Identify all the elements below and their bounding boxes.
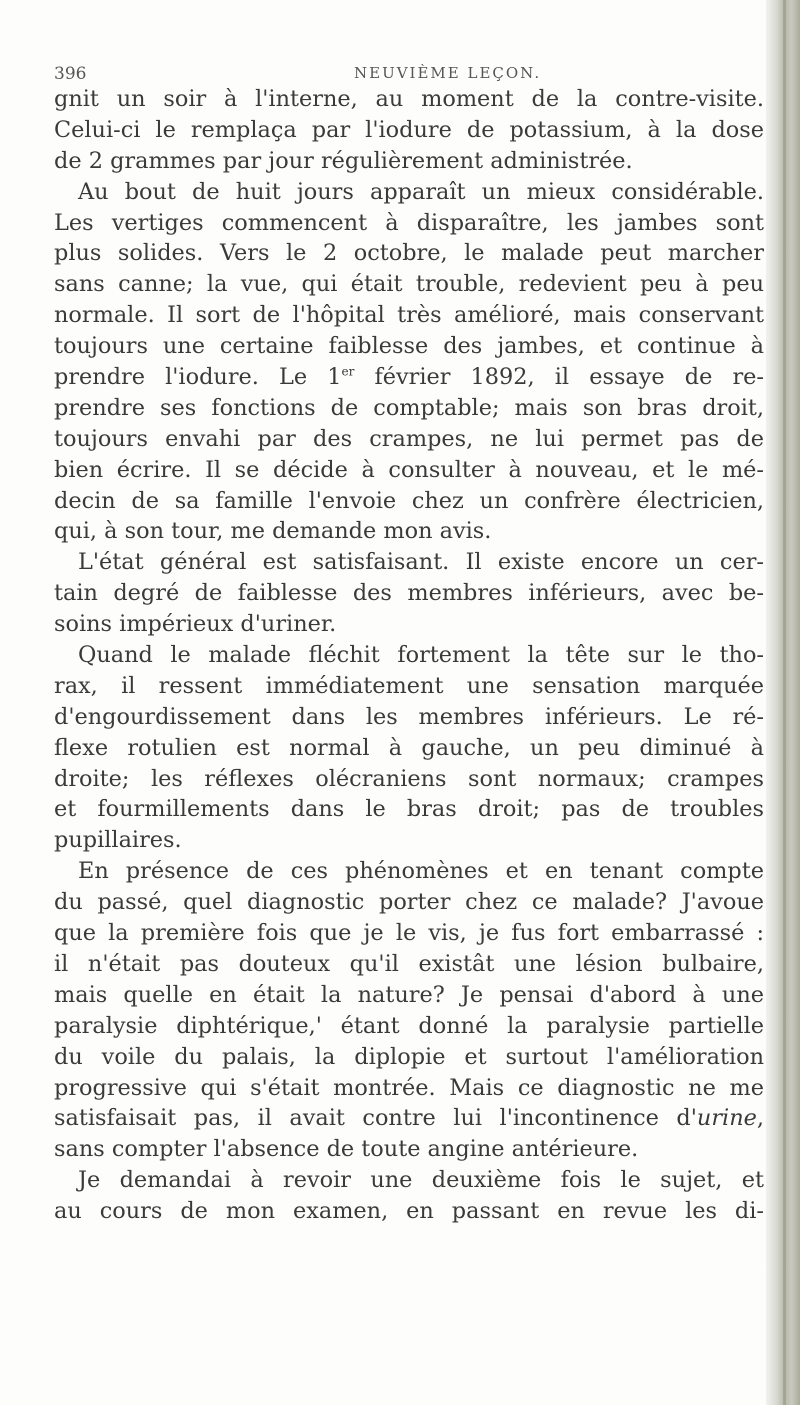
text-line: rax, il ressent immédiatement une sensation marquée: [54, 672, 764, 699]
text-line: L'état général est satisfaisant. Il existe encore un cer-: [78, 549, 764, 576]
running-title: NEUVIÈME LEÇON.: [354, 64, 542, 82]
text-line: sans compter l'absence de toute angine antérieure.: [54, 1136, 639, 1163]
text-line: soins impérieux d'uriner.: [54, 611, 337, 638]
text-line: toujours une certaine faiblesse des jambes, et continue à: [54, 333, 764, 360]
text-line: que la première fois que je le vis, je fus fort embarrassé :: [54, 920, 764, 947]
text-line: au cours de mon examen, en passant en revue les di-: [54, 1198, 764, 1225]
text-line-part: prendre l'iodure. Le 1: [54, 364, 342, 391]
text-line-part: satisfaisait pas, il avait contre lui l'incontinence d': [54, 1105, 697, 1132]
text-line-part: février 1892, il essaye de re-: [354, 364, 765, 391]
text-line: progressive qui s'était montrée. Mais ce diagnostic ne me: [54, 1074, 764, 1101]
text-line: de 2 grammes par jour régulièrement administrée.: [54, 147, 633, 174]
text-line-part: ,: [756, 1105, 764, 1132]
text-line: et fourmillements dans le bras droit; pas de troubles: [54, 796, 764, 823]
text-line: mais quelle en était la nature? Je pensai d'abord à une: [54, 981, 764, 1008]
text-line: Au bout de huit jours apparaît un mieux considérable.: [78, 178, 764, 205]
text-line: gnit un soir à l'interne, au moment de la contre-visite.: [54, 86, 764, 112]
text-line: Celui-ci le remplaça par l'iodure de potassium, à la dose: [54, 116, 764, 143]
text-line: [54, 1103, 764, 1134]
text-line: pupillaires.: [54, 827, 182, 854]
text-line: sans canne; la vue, qui était trouble, redevient peu à peu: [54, 271, 764, 298]
text-line: prendre ses fonctions de comptable; mais son bras droit,: [54, 394, 764, 421]
text-line: toujours envahi par des crampes, ne lui permet pas de: [54, 425, 764, 452]
text-line: Quand le malade fléchit fortement la tête sur le tho-: [78, 642, 764, 669]
text-line: paralysie diphtérique,' étant donné la paralysie partielle: [54, 1012, 764, 1039]
text-line: qui, à son tour, me demande mon avis.: [54, 518, 492, 545]
text-line: tain degré de faiblesse des membres inférieurs, avec be-: [54, 580, 764, 607]
text-line: droite; les réflexes olécraniens sont normaux; crampes: [54, 765, 764, 792]
scanned-page-edge-shadow: [783, 0, 786, 1405]
superscript: er: [341, 364, 355, 379]
text-line: En présence de ces phénomènes et en tenant compte: [78, 858, 764, 885]
text-line: [54, 362, 764, 393]
text-line: Les vertiges commencent à disparaître, les jambes sont: [54, 209, 764, 236]
text-line: decin de sa famille l'envoie chez un confrère électricien,: [54, 487, 764, 514]
text-line: plus solides. Vers le 2 octobre, le malade peut marcher: [54, 240, 764, 267]
text-line: du voile du palais, la diplopie et surtout l'amélioration: [54, 1043, 764, 1070]
text-line: flexe rotulien est normal à gauche, un peu diminué à: [54, 734, 764, 761]
body-text: [54, 84, 764, 1227]
page-number: 396: [54, 64, 87, 84]
text-line: normale. Il sort de l'hôpital très amélioré, mais conservant: [54, 302, 764, 329]
text-line: d'engourdissement dans les membres inférieurs. Le ré-: [54, 703, 764, 730]
text-line: Je demandai à revoir une deuxième fois le sujet, et: [78, 1167, 764, 1194]
scanned-page-edge: [766, 0, 800, 1405]
text-line: il n'était pas douteux qu'il existât une lésion bulbaire,: [54, 950, 764, 977]
italic-word: urine: [696, 1105, 757, 1132]
text-line: bien écrire. Il se décide à consulter à nouveau, et le mé-: [54, 456, 764, 483]
text-line: du passé, quel diagnostic porter chez ce malade? J'avoue: [54, 889, 764, 916]
